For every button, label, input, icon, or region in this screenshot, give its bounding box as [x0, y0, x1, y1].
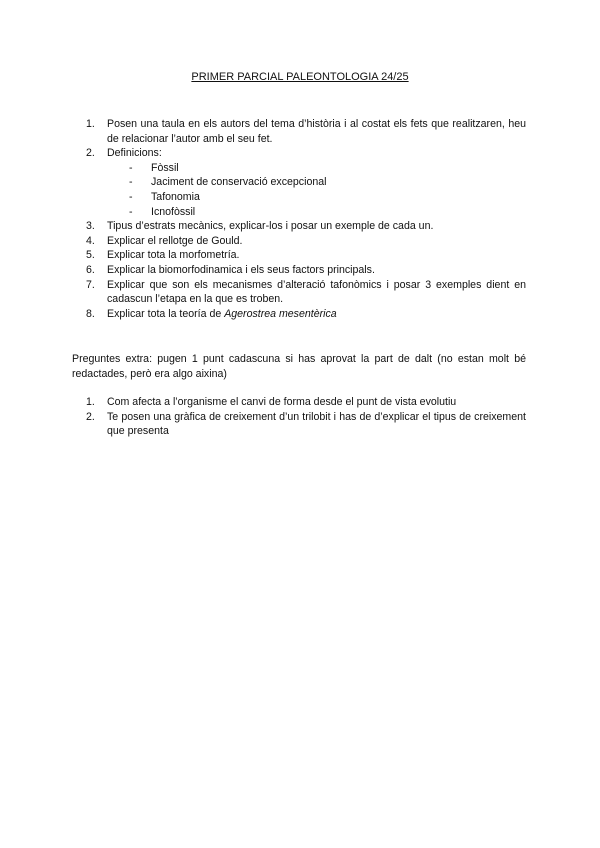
- definition-text: Jaciment de conservació excepcional: [151, 176, 327, 189]
- question-text: Te posen una gràfica de creixement d’un trilobit i has de d’explicar el tipus de creixement que presenta: [107, 410, 526, 438]
- question-item-6: [86, 263, 526, 278]
- dash-bullet: -: [129, 161, 133, 174]
- extra-question-item-1: [86, 395, 526, 410]
- definition-text: Icnofòssil: [151, 205, 196, 218]
- question-number: 1.: [86, 118, 95, 130]
- definition-item: [107, 190, 526, 205]
- question-item-1: [86, 117, 526, 146]
- question-number: 3.: [86, 220, 95, 233]
- question-number: 6.: [86, 263, 95, 276]
- main-question-list: [86, 117, 526, 321]
- question-text: Explicar que son els mecanismes d’alteració tafonòmics i posar 3 exemples dient en cadascun l’etapa en la que es troben.: [107, 278, 526, 306]
- question-number: 7.: [86, 278, 95, 291]
- question-text: Explicar tota la teoría de: [107, 307, 225, 320]
- question-number: 2.: [86, 410, 95, 423]
- question-text: Explicar el rellotge de Gould.: [107, 234, 243, 247]
- extra-question-list: [86, 395, 526, 439]
- definition-text: Tafonomia: [151, 190, 200, 203]
- dash-bullet: -: [129, 205, 133, 218]
- extra-questions-intro: Preguntes extra: pugen 1 punt cadascuna si has aprovat la part de dalt (no estan molt bé redactades, però era algo aixina): [72, 353, 526, 380]
- question-number: 5.: [86, 249, 95, 262]
- question-number: 2.: [86, 147, 95, 160]
- question-text: Tipus d’estrats mecànics, explicar-los i posar un exemple de cada un.: [107, 220, 434, 233]
- species-name: Agerostrea mesentèrica: [224, 307, 337, 320]
- definition-item: [107, 161, 526, 176]
- question-text: Explicar la biomorfodinamica i els seus factors principals.: [107, 263, 375, 276]
- question-text: Posen una taula en els autors del tema d’història i al costat els fets que realitzaren, heu de relacionar l’autor amb el seu fet.: [107, 118, 526, 145]
- definition-text: Fòssil: [151, 161, 179, 174]
- question-number: 4.: [86, 234, 95, 247]
- question-item-4: [86, 234, 526, 249]
- definition-item: [107, 205, 526, 220]
- question-item-8: [86, 307, 526, 322]
- question-item-2: [86, 146, 526, 219]
- question-number: 1.: [86, 396, 95, 408]
- dash-bullet: -: [129, 190, 133, 203]
- definition-item: [107, 175, 526, 190]
- extra-question-item-2: [86, 410, 526, 439]
- question-text: Definicions:: [107, 147, 162, 160]
- question-text: Explicar tota la morfometría.: [107, 249, 240, 262]
- question-text: Com afecta a l’organisme el canvi de forma desde el punt de vista evolutiu: [107, 396, 457, 408]
- question-item-7: [86, 278, 526, 307]
- page-title: PRIMER PARCIAL PALEONTOLOGIA 24/25: [191, 71, 409, 83]
- definitions-sublist: [107, 161, 526, 219]
- dash-bullet: -: [129, 176, 133, 189]
- question-item-5: [86, 248, 526, 263]
- question-item-3: [86, 219, 526, 234]
- question-number: 8.: [86, 307, 95, 320]
